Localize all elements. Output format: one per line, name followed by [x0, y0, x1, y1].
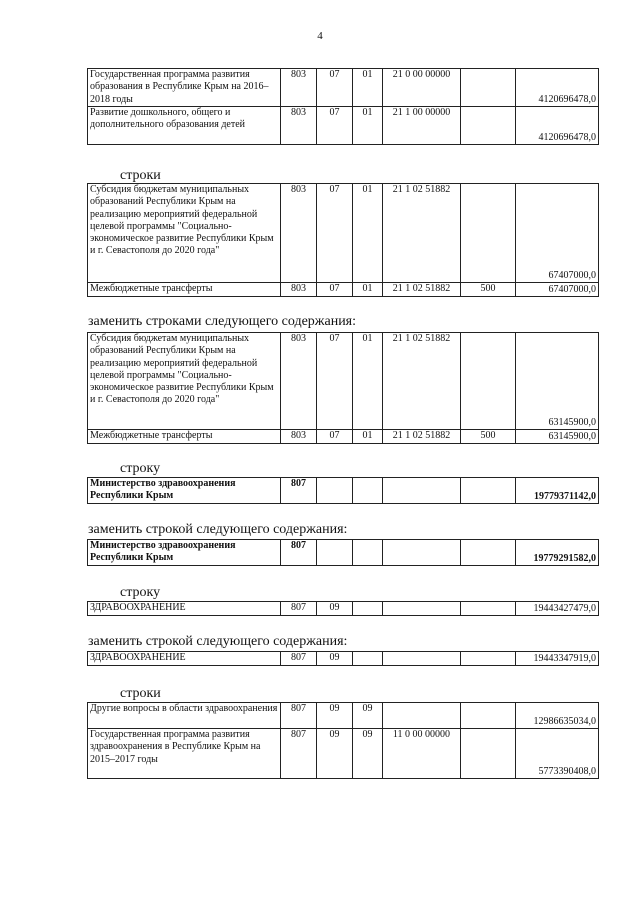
target-code: 21 0 00 00000 — [383, 69, 461, 107]
section-heading: строку — [120, 461, 161, 476]
section-code: 09 — [317, 703, 353, 729]
section-code: 09 — [317, 652, 353, 666]
table-row — [88, 283, 599, 297]
target-code: 21 1 02 51882 — [383, 333, 461, 430]
section-heading: заменить строками следующего содержания: — [88, 314, 357, 329]
amount: 63145900,0 — [516, 333, 599, 430]
section-code: 07 — [317, 107, 353, 145]
ministry-code: 807 — [281, 703, 317, 729]
expense-type — [461, 333, 516, 430]
budget-table-education-program — [87, 68, 599, 145]
ministry-code: 807 — [281, 540, 317, 566]
target-code: 21 1 02 51882 — [383, 430, 461, 444]
row-name: Субсидия бюджетам муниципальных образований Республики Крым на реализацию мероприятий федеральной целевой программы "Социально-экономическое развитие Республики Крым и г. Севастополя до 2020 года" — [88, 333, 281, 430]
page-number: 4 — [317, 30, 323, 42]
budget-table-other-health — [87, 702, 599, 779]
amount: 19779291582,0 — [516, 540, 599, 566]
section-code: 09 — [317, 729, 353, 779]
budget-table-new-ministry — [87, 539, 599, 566]
amount: 4120696478,0 — [516, 69, 599, 107]
ministry-code: 803 — [281, 107, 317, 145]
table-row — [88, 478, 599, 504]
table-row — [88, 540, 599, 566]
section-code: 07 — [317, 430, 353, 444]
budget-table-old-ministry — [87, 477, 599, 504]
amount: 67407000,0 — [516, 283, 599, 297]
amount: 12986635034,0 — [516, 703, 599, 729]
row-name: Государственная программа развития образования в Республике Крым на 2016–2018 годы — [88, 69, 281, 107]
table-row — [88, 652, 599, 666]
row-name: Министерство здравоохранения Республики Крым — [88, 540, 281, 566]
section-heading: заменить строкой следующего содержания: — [88, 634, 348, 649]
amount: 19443427479,0 — [516, 602, 599, 616]
target-code: 21 1 02 51882 — [383, 283, 461, 297]
row-name: Субсидия бюджетам муниципальных образований Республики Крым на реализацию мероприятий федеральной целевой программы "Социально-экономическое развитие Республики Крым и г. Севастополя до 2020 года" — [88, 184, 281, 283]
ministry-code: 807 — [281, 478, 317, 504]
ministry-code: 803 — [281, 333, 317, 430]
budget-table-new-healthcare — [87, 651, 599, 666]
expense-type — [461, 703, 516, 729]
ministry-code: 803 — [281, 69, 317, 107]
amount: 5773390408,0 — [516, 729, 599, 779]
table-row — [88, 430, 599, 444]
amount: 19779371142,0 — [516, 478, 599, 504]
section-code: 07 — [317, 283, 353, 297]
section-heading: строки — [120, 168, 161, 183]
row-name: ЗДРАВООХРАНЕНИЕ — [88, 652, 281, 666]
budget-table-old-subsidy — [87, 183, 599, 297]
amount: 4120696478,0 — [516, 107, 599, 145]
ministry-code: 803 — [281, 184, 317, 283]
target-code: 11 0 00 00000 — [383, 729, 461, 779]
row-name: Государственная программа развития здравоохранения в Республике Крым на 2015–2017 годы — [88, 729, 281, 779]
ministry-code: 807 — [281, 602, 317, 616]
row-name: Межбюджетные трансферты — [88, 283, 281, 297]
table-row — [88, 729, 599, 779]
table-row — [88, 107, 599, 145]
expense-type: 500 — [461, 430, 516, 444]
row-name: Министерство здравоохранения Республики Крым — [88, 478, 281, 504]
budget-table-new-subsidy — [87, 332, 599, 444]
ministry-code: 807 — [281, 729, 317, 779]
ministry-code: 807 — [281, 652, 317, 666]
section-code: 07 — [317, 69, 353, 107]
section-heading: строки — [120, 686, 161, 701]
ministry-code: 803 — [281, 430, 317, 444]
expense-type — [461, 69, 516, 107]
row-name: Другие вопросы в области здравоохранения — [88, 703, 281, 729]
section-heading: строку — [120, 585, 161, 600]
subsection-code: 09 — [353, 703, 383, 729]
table-row — [88, 602, 599, 616]
target-code: 21 1 02 51882 — [383, 184, 461, 283]
amount: 19443347919,0 — [516, 652, 599, 666]
row-name: Развитие дошкольного, общего и дополнительного образования детей — [88, 107, 281, 145]
target-code: 21 1 00 00000 — [383, 107, 461, 145]
table-row — [88, 69, 599, 107]
table-row — [88, 184, 599, 283]
section-code: 07 — [317, 184, 353, 283]
row-name: Межбюджетные трансферты — [88, 430, 281, 444]
subsection-code: 01 — [353, 184, 383, 283]
subsection-code: 01 — [353, 333, 383, 430]
expense-type: 500 — [461, 283, 516, 297]
subsection-code: 09 — [353, 729, 383, 779]
target-code — [383, 703, 461, 729]
expense-type — [461, 107, 516, 145]
subsection-code: 01 — [353, 283, 383, 297]
budget-table-old-healthcare — [87, 601, 599, 616]
section-heading: заменить строкой следующего содержания: — [88, 522, 348, 537]
section-code: 09 — [317, 602, 353, 616]
amount: 63145900,0 — [516, 430, 599, 444]
expense-type — [461, 729, 516, 779]
row-name: ЗДРАВООХРАНЕНИЕ — [88, 602, 281, 616]
subsection-code: 01 — [353, 69, 383, 107]
ministry-code: 803 — [281, 283, 317, 297]
table-row — [88, 333, 599, 430]
table-row — [88, 703, 599, 729]
expense-type — [461, 184, 516, 283]
subsection-code: 01 — [353, 107, 383, 145]
section-code: 07 — [317, 333, 353, 430]
amount: 67407000,0 — [516, 184, 599, 283]
subsection-code: 01 — [353, 430, 383, 444]
